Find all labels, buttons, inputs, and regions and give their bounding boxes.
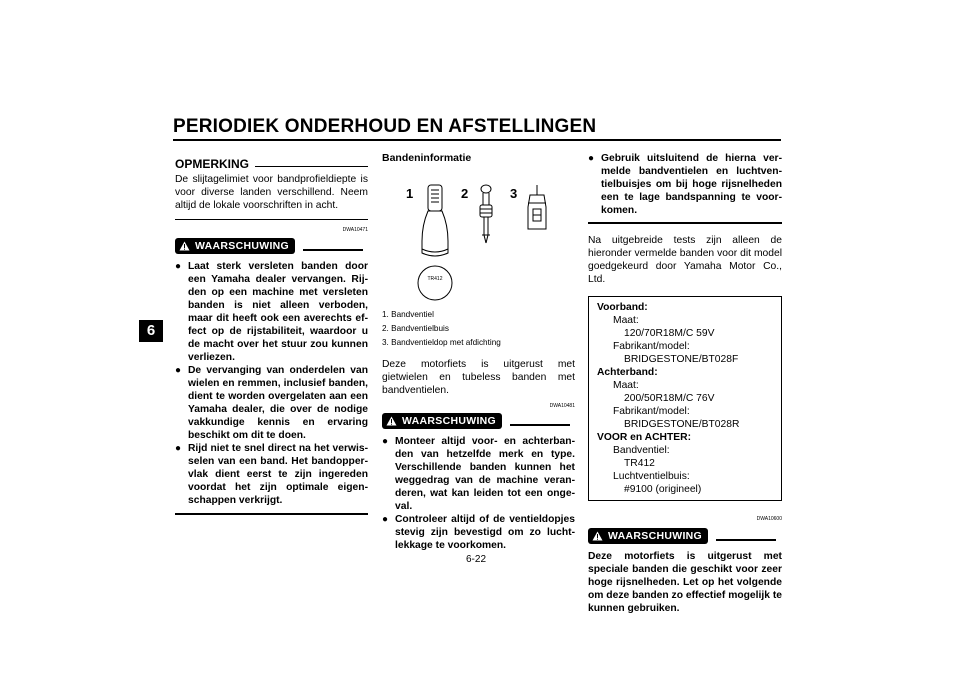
warning-code: DWA10481 [549, 403, 575, 409]
warning-item: ● Monteer altijd voor- en achterbanden van hetzelfde merk en type. Verschillende banden kunnen het weggedrag van de machine veranderen, wat kan leiden tot een ongeval. [382, 435, 575, 513]
warning-item: ● Controleer altijd of de ventieldopjes stevig zijn bevestigd om zo luchtlekkage te voorkomen. [382, 513, 575, 552]
chapter-tab: 6 [139, 320, 163, 342]
header-rule [173, 139, 781, 141]
warning-list [382, 435, 575, 552]
warning-item: ● Rijd niet te snel direct na het verwisselen van een band. Het bandoppervlak dient eerst te zijn ingereden voordat het zijn optimale eigenschappen verkrijgt. [175, 442, 368, 507]
spec-label: Luchtventielbuis: [613, 471, 690, 482]
spec-label: Fabrikant/model: [613, 406, 690, 417]
warning-badge: WAARSCHUWING [382, 413, 502, 429]
spec-value: 120/70R18M/C 59V [624, 328, 715, 339]
figure-callout-1: 1 [406, 186, 414, 201]
tire-valve-illustration [382, 173, 562, 303]
note-text: De slijtagelimiet voor bandprofieldiepte is voor diverse landen verschillend. Neem altijd de lokale voorschriften in acht. [175, 174, 368, 211]
spec-label: Maat: [613, 315, 639, 326]
warning-list [175, 260, 368, 507]
warning-heading [382, 413, 575, 429]
column-right [588, 152, 782, 615]
spec-value: #9100 (origineel) [624, 484, 702, 495]
valve-cap-label: TR412 [427, 276, 443, 282]
warning-badge: WAARSCHUWING [588, 528, 708, 544]
spec-both-title: VOOR en ACHTER: [597, 432, 692, 443]
spec-value: BRIDGESTONE/BT028F [624, 354, 739, 365]
tubeless-paragraph: Deze motorfiets is uitgerust met gietwielen en tubeless banden met bandventielen. [382, 359, 575, 396]
warning-code: DWA10471 [342, 227, 368, 233]
spec-value: TR412 [624, 458, 655, 469]
warning-code: DWA10600 [756, 516, 782, 522]
figure-legend [382, 309, 575, 349]
page-number: 6-22 [466, 554, 487, 565]
warning-text: Deze motorfiets is uitgerust met speciale banden die geschikt voor zeer hoge rijsnelheden. Let op het volgende om deze banden zo effectief mogelijk te kunnen gebruiken. [588, 551, 782, 614]
note-title: OPMERKING [175, 157, 250, 171]
note-heading [175, 158, 368, 171]
spec-rear-title: Achterband: [597, 367, 658, 378]
tire-spec-box [588, 296, 782, 501]
warning-badge: WAARSCHUWING [175, 238, 295, 254]
legend-item: 2. Bandventielbuis [382, 324, 449, 333]
warning-item: ● Laat sterk versleten banden door een Yamaha dealer vervangen. Rijden op een machine met versleten banden is niet alleen verboden, maar dit heeft ook een averechts effect op de rijstabiliteit, waardoor u de macht over het stuur zou kunnen verliezen. [175, 260, 368, 364]
warning-item: ● Gebruik uitsluitend de hierna vermelde bandventielen en luchtventielbuisjes om bij hoge rijsnelheden een te lage bandspanning te voorkomen. [588, 152, 782, 217]
warning-heading [175, 238, 368, 254]
legend-item: 3. Bandventieldop met afdichting [382, 338, 501, 347]
figure-callout-3: 3 [510, 186, 518, 201]
warning-heading [588, 528, 782, 544]
page-header-title: PERIODIEK ONDERHOUD EN AFSTELLINGEN [173, 116, 597, 137]
column-middle [382, 152, 575, 552]
valve-figure [382, 173, 575, 303]
spec-label: Maat: [613, 380, 639, 391]
legend-item: 1. Bandventiel [382, 310, 434, 319]
warning-list-continued [588, 152, 782, 217]
spec-label: Bandventiel: [613, 445, 670, 456]
column-left [175, 158, 368, 515]
approved-tires-paragraph: Na uitgebreide tests zijn alleen de hieronder vermelde banden voor dit model goedgekeurd door Yamaha Motor Co., Ltd. [588, 235, 782, 285]
warning-item: ● De vervanging van onderdelen van wielen en remmen, inclusief banden, dient te worden overgelaten aan een Yamaha dealer, die over de nodige vakkundige kennis en ervaring beschikt om dit te doen. [175, 364, 368, 442]
spec-value: BRIDGESTONE/BT028R [624, 419, 740, 430]
spec-front-title: Voorband: [597, 302, 648, 313]
warning-triangle-icon [179, 241, 190, 251]
warning-triangle-icon [592, 531, 603, 541]
warning-triangle-icon [386, 416, 397, 426]
figure-callout-2: 2 [461, 186, 469, 201]
section-heading: Bandeninformatie [382, 152, 472, 164]
spec-value: 200/50R18M/C 76V [624, 393, 715, 404]
spec-label: Fabrikant/model: [613, 341, 690, 352]
